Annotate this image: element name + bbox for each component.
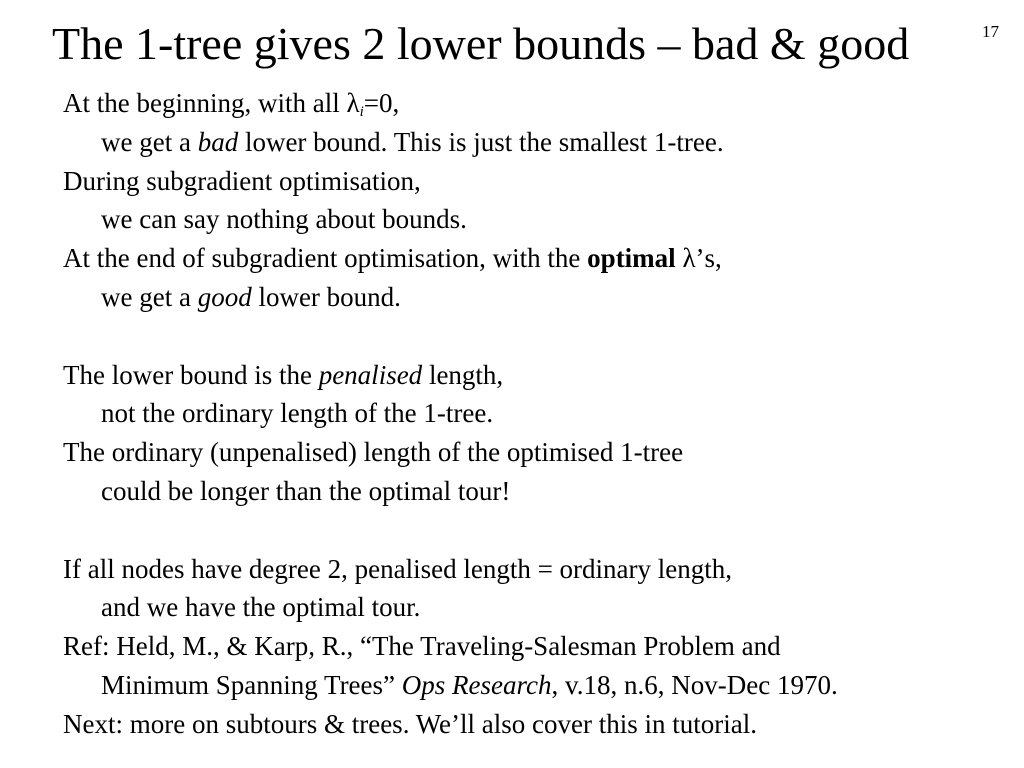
text-segment: lower bound. This is just the smallest 1-tree. <box>238 126 724 157</box>
text-segment: Minimum Spanning Trees” <box>101 669 402 700</box>
bold-optimal: optimal <box>587 243 676 274</box>
text-segment: =0, <box>363 88 400 118</box>
text-line <box>63 123 1003 162</box>
text-segment: , v.18, n.6, Nov-Dec 1970. <box>551 669 838 700</box>
text-segment: we get a <box>101 126 198 157</box>
paragraph-gap <box>63 511 1003 550</box>
emphasis-penalised: penalised <box>318 359 423 390</box>
text-segment: λ’s, <box>675 243 722 274</box>
journal-name: Ops Research <box>401 669 552 700</box>
text-segment: length, <box>422 359 504 390</box>
emphasis-bad: bad <box>197 126 239 157</box>
text-line: we can say nothing about bounds. <box>101 204 467 235</box>
text-line: During subgradient optimisation, <box>63 165 421 196</box>
text-line <box>63 239 1003 278</box>
text-line: If all nodes have degree 2, penalised length = ordinary length, <box>63 553 733 584</box>
text-line <box>63 84 1003 123</box>
text-line: could be longer than the optimal tour! <box>101 475 511 506</box>
slide-body <box>63 84 1003 744</box>
slide-title: The 1-tree gives 2 lower bounds – bad & good <box>52 18 910 69</box>
text-segment: we get a <box>101 281 198 312</box>
text-line <box>63 356 1003 395</box>
text-line: Next: more on subtours & trees. We’ll also cover this in tutorial. <box>63 708 757 739</box>
text-segment: At the beginning, with all λ <box>63 88 360 118</box>
paragraph-gap <box>63 317 1003 356</box>
slide-number: 17 <box>982 22 999 41</box>
reference-line <box>63 666 1003 705</box>
text-segment: lower bound. <box>251 281 401 312</box>
text-line: The ordinary (unpenalised) length of the optimised 1-tree <box>63 437 684 468</box>
reference-line: Ref: Held, M., & Karp, R., “The Traveling-Salesman Problem and <box>63 631 781 662</box>
text-line <box>63 278 1003 317</box>
text-line: and we have the optimal tour. <box>101 592 421 623</box>
emphasis-good: good <box>197 281 252 312</box>
text-line: not the ordinary length of the 1-tree. <box>101 398 494 429</box>
text-segment: The lower bound is the <box>63 359 319 390</box>
text-segment: At the end of subgradient optimisation, with the <box>63 243 588 274</box>
subscript-i: i <box>359 104 364 120</box>
